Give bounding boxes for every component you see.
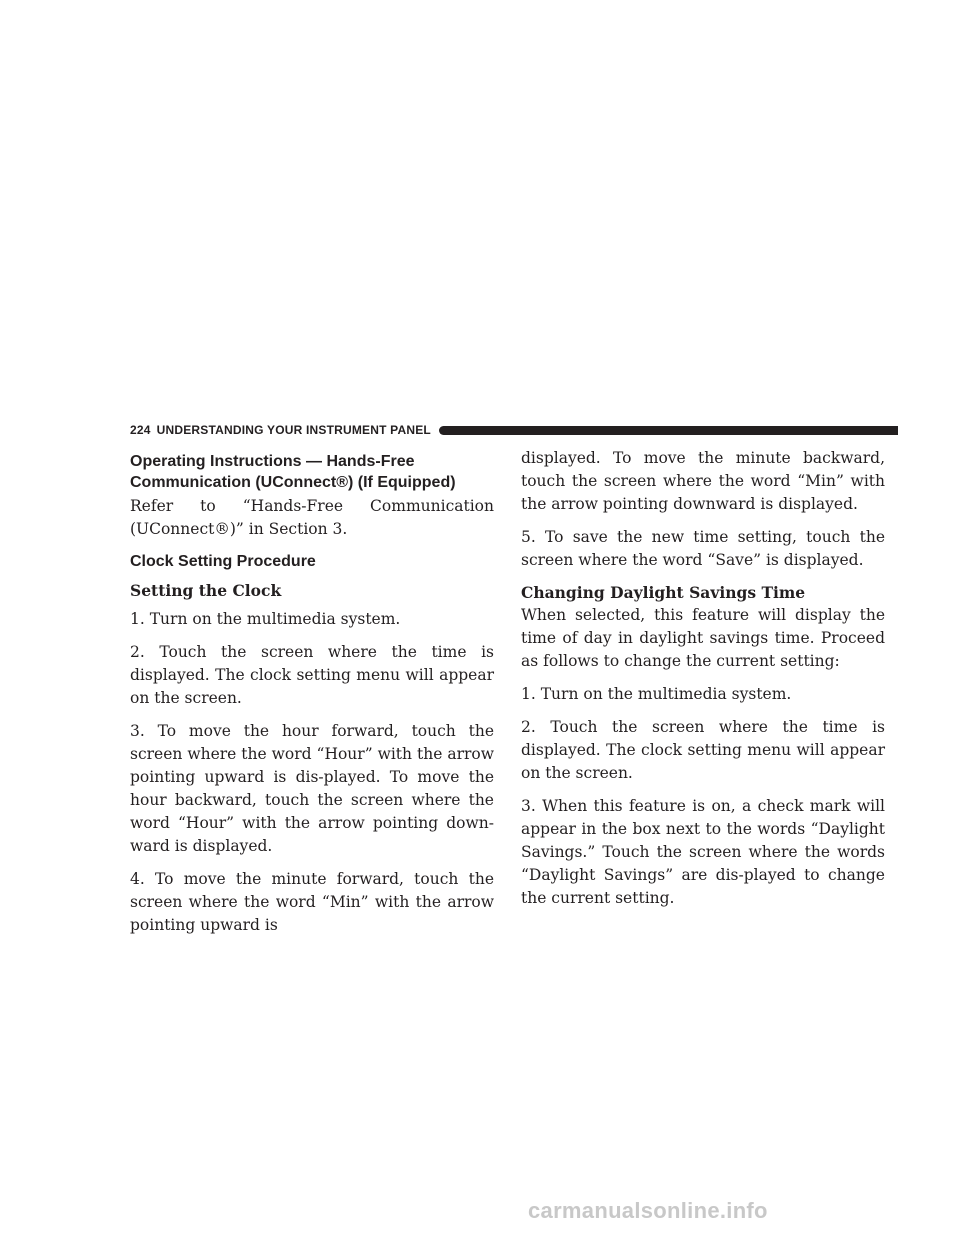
page-header	[130, 422, 898, 438]
paragraph-daylight-savings: When selected, this feature will display the time of day in daylight savings time. Proceed as follows to change the current setting:	[521, 606, 885, 670]
section-title: UNDERSTANDING YOUR INSTRUMENT PANEL	[156, 423, 431, 437]
page-number: 224	[130, 423, 151, 437]
paragraph-refer: Refer to “Hands-Free Communication (UConnect®)” in Section 3.	[130, 497, 494, 538]
step-1: 1. Turn on the multimedia system.	[130, 610, 401, 628]
dst-step-1: 1. Turn on the multimedia system.	[521, 685, 792, 703]
header-rule	[439, 426, 898, 435]
left-column	[130, 447, 494, 947]
step-2: 2. Touch the screen where the time is displayed. The clock setting menu will appear on the screen.	[130, 643, 494, 707]
step-5: 5. To save the new time setting, touch the screen where the word “Save” is displayed.	[521, 528, 885, 569]
dst-step-2: 2. Touch the screen where the time is displayed. The clock setting menu will appear on the screen.	[521, 718, 885, 782]
heading-clock-setting: Clock Setting Procedure	[130, 553, 316, 570]
watermark: carmanualsonline.info	[528, 1198, 768, 1223]
step-4: 4. To move the minute forward, touch the screen where the word “Min” with the arrow pointing upward is	[130, 870, 494, 934]
step-3: 3. To move the hour forward, touch the screen where the word “Hour” with the arrow pointing upward is dis-played. To move the hour backward, touch the screen where the word “Hour” with the arrow pointing down-ward is displayed.	[130, 722, 494, 855]
subheading-setting-clock: Setting the Clock	[130, 581, 282, 600]
subheading-daylight-savings: Changing Daylight Savings Time	[521, 583, 806, 602]
dst-step-3: 3. When this feature is on, a check mark will appear in the box next to the words “Daylight Savings.” Touch the screen where the words “Daylight Savings” are dis-played to change the current setting.	[521, 797, 885, 907]
heading-hands-free: Operating Instructions — Hands-Free Communication (UConnect®) (If Equipped)	[130, 453, 456, 491]
right-column	[521, 447, 885, 920]
step-4-continued: displayed. To move the minute backward, touch the screen where the word “Min” with the arrow pointing downward is displayed.	[521, 449, 885, 513]
